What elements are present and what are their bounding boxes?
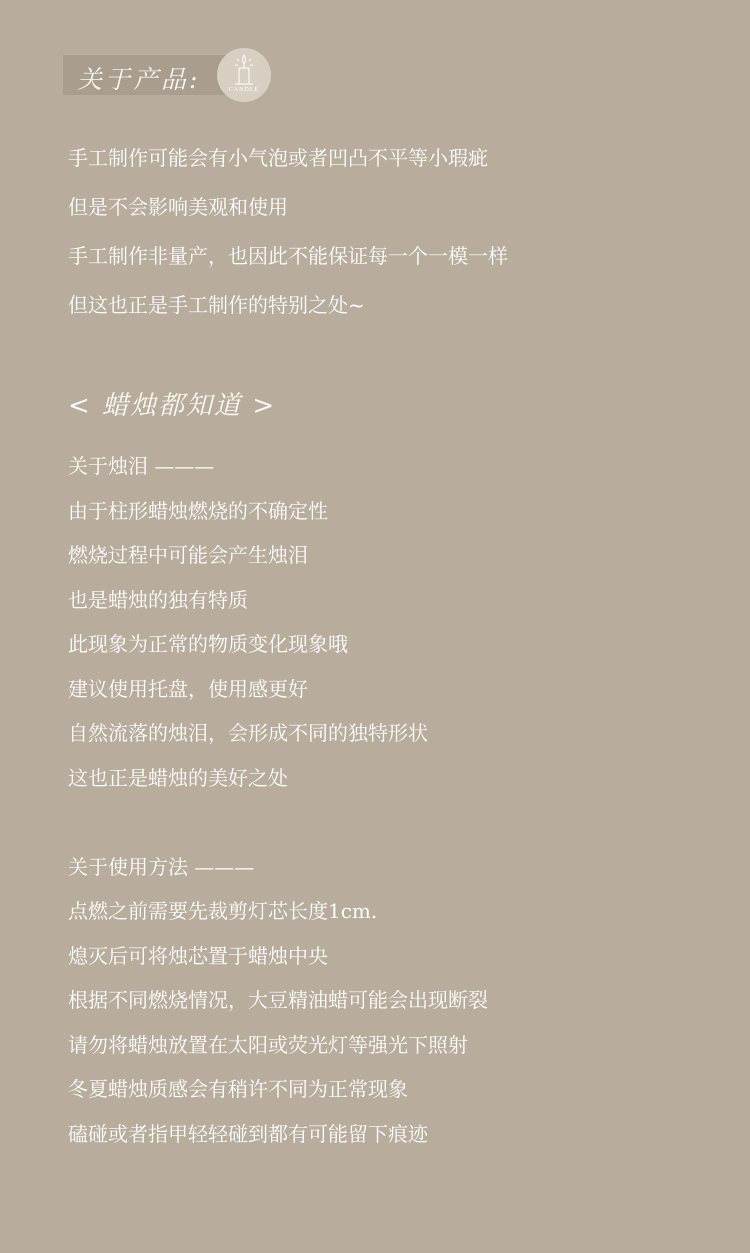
usage-line: 点燃之前需要先裁剪灯芯长度1cm. — [68, 899, 378, 923]
candle-logo — [217, 48, 271, 102]
section-title: < 蜡烛都知道 > — [68, 391, 277, 421]
header-title: 关于产品: — [77, 65, 201, 94]
logo-text: CANDLE — [228, 87, 260, 93]
about-line: 手工制作可能会有小气泡或者凹凸不平等小瑕疵 — [68, 146, 488, 170]
about-line: 但是不会影响美观和使用 — [68, 195, 288, 219]
usage-line: 熄灭后可将烛芯置于蜡烛中央 — [68, 943, 328, 968]
product-header — [63, 46, 273, 104]
tears-line: 建议使用托盘，使用感更好 — [68, 676, 308, 701]
candle-icon — [217, 48, 271, 102]
tears-line: 此现象为正常的物质变化现象哦 — [68, 632, 348, 656]
usage-line: 冬夏蜡烛质感会有稍许不同为正常现象 — [68, 1077, 408, 1101]
about-text — [68, 134, 508, 330]
usage-line: 根据不同燃烧情况，大豆精油蜡可能会出现断裂 — [68, 988, 488, 1012]
tears-line: 这也正是蜡烛的美好之处 — [68, 765, 288, 790]
about-line: 但这也正是手工制作的特别之处~ — [68, 293, 365, 317]
usage-line: 请勿将蜡烛放置在太阳或荧光灯等强光下照射 — [68, 1032, 468, 1057]
about-line: 手工制作非量产，也因此不能保证每一个一模一样 — [68, 244, 508, 268]
spacer — [68, 800, 488, 845]
tears-heading: 关于烛泪 ——— — [68, 454, 215, 478]
tears-line: 燃烧过程中可能会产生烛泪 — [68, 543, 308, 567]
usage-heading: 关于使用方法 ——— — [68, 854, 255, 879]
tears-line: 由于柱形蜡烛燃烧的不确定性 — [68, 498, 328, 523]
usage-line: 磕碰或者指甲轻轻碰到都有可能留下痕迹 — [68, 1121, 428, 1146]
tears-line: 也是蜡烛的独有特质 — [68, 587, 248, 612]
candle-knowledge-list — [68, 444, 488, 1156]
tears-line: 自然流落的烛泪，会形成不同的独特形状 — [68, 721, 428, 745]
